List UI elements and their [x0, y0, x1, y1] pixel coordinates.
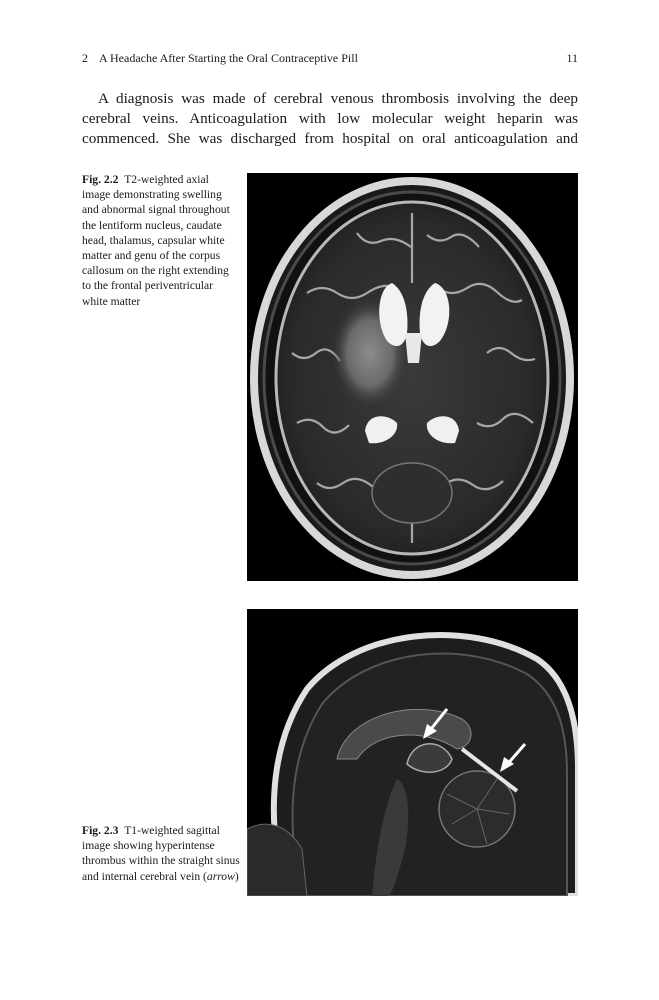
running-head — [82, 51, 578, 69]
figure-2-3-label: Fig. 2.3 — [82, 824, 119, 837]
figure-2-3-caption-text: T1-weighted sagittal image showing hyperintense thrombus within the straight sinus and internal cerebral vein ( — [82, 824, 240, 883]
chapter-title: A Headache After Starting the Oral Contraceptive Pill — [99, 51, 358, 65]
figure-2-3-caption-italic: arrow — [206, 869, 235, 883]
page-number: 11 — [566, 51, 578, 65]
figure-2-3-sagittal-mri — [247, 609, 578, 896]
figure-2-3-caption — [82, 823, 240, 884]
body-paragraph — [82, 89, 578, 149]
chapter-number: 2 — [82, 51, 88, 65]
figure-2-3-caption-end: ) — [234, 869, 239, 883]
body-paragraph-text: A diagnosis was made of cerebral venous thrombosis involving the deep cerebral veins. Anticoagulation with low molecular weight heparin was commenced. She was discharged from hospital on oral anticoagulation and — [82, 90, 578, 147]
figure-2-2-label: Fig. 2.2 — [82, 173, 119, 186]
figure-2-2-axial-mri — [247, 173, 578, 581]
figure-2-2-caption — [82, 172, 240, 309]
axial-mri-image — [247, 173, 578, 581]
figure-2-2-caption-text: T2-weighted axial image demonstrating swelling and abnormal signal throughout the lentiform nucleus, caudate head, thalamus, capsular white matter and genu of the corpus callosum on the right extending to the frontal periventricular white matter — [82, 173, 230, 308]
sagittal-mri-image — [247, 609, 578, 896]
